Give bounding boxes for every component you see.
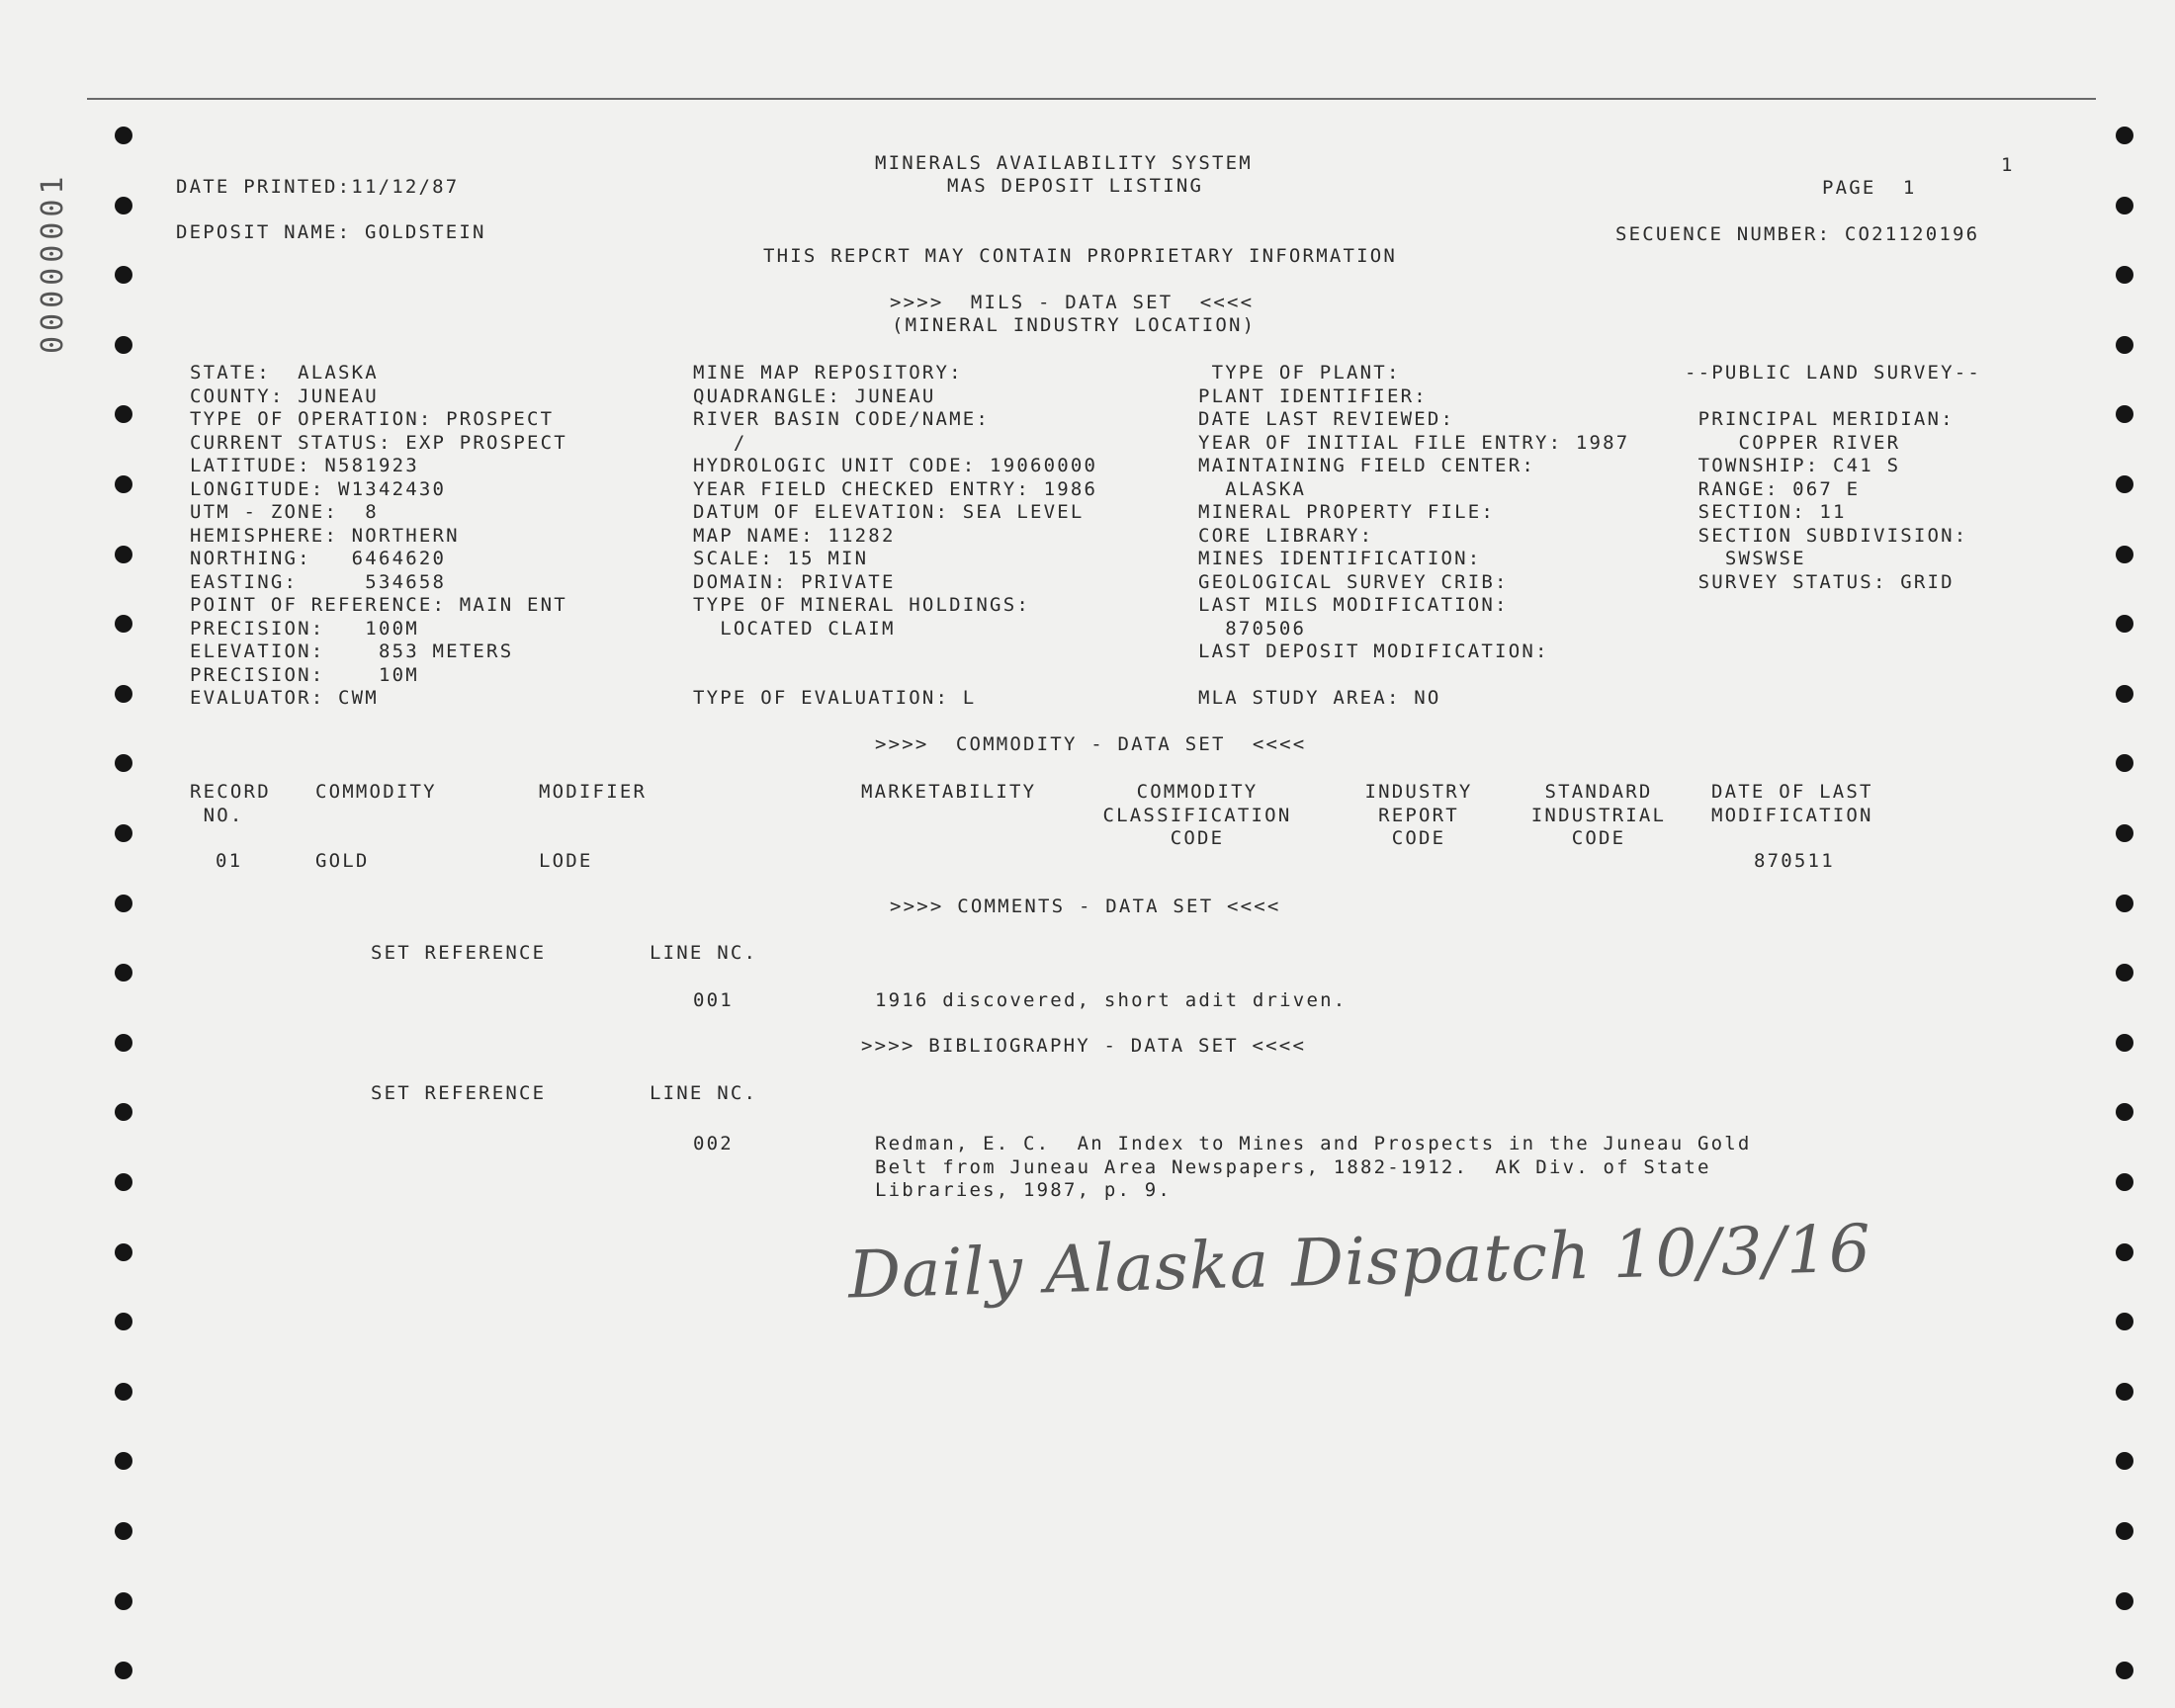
header-record-line1: RECORD <box>190 781 271 803</box>
sequence-number: SECUENCE NUMBER: CO21120196 <box>1615 223 1980 245</box>
header-last-mod-line2: MODIFICATION <box>1711 804 1873 826</box>
header-record <box>190 781 271 827</box>
bibliography-line-number: 002 <box>693 1133 734 1154</box>
mils-col3-line: LAST DEPOSIT MODIFICATION: <box>1198 640 1549 662</box>
feed-hole <box>115 546 132 563</box>
commodity-modifier: LODE <box>539 850 593 872</box>
feed-hole <box>2116 475 2133 493</box>
commodity-record: 01 <box>216 850 243 872</box>
mils-col3-line: TYPE OF PLANT: <box>1198 362 1401 384</box>
header-industry-line3: CODE <box>1391 827 1446 849</box>
header-standard-line2: INDUSTRIAL <box>1530 804 1667 826</box>
mils-col1-line: PRECISION: 10M <box>190 663 419 686</box>
feed-hole <box>115 475 132 493</box>
header-marketability: MARKETABILITY <box>861 781 1037 803</box>
feed-hole <box>2116 546 2133 563</box>
mils-col1-line: CURRENT STATUS: EXP PROSPECT <box>190 431 567 454</box>
side-stamp-text: 00000001 <box>36 171 70 354</box>
mils-col4-line: SWSWSE <box>1685 548 1806 569</box>
mils-col1-line: EASTING: 534658 <box>190 570 447 593</box>
header-classification <box>1098 781 1296 851</box>
mils-col3-line: MINES IDENTIFICATION: <box>1198 548 1482 569</box>
mils-col1-line: PRECISION: 100M <box>190 617 419 640</box>
mils-column-location <box>190 362 567 711</box>
mils-col4-line: TOWNSHIP: C41 S <box>1685 455 1901 476</box>
mils-col3-line: MLA STUDY AREA: NO <box>1198 687 1441 709</box>
mils-col2-line: / <box>693 431 747 454</box>
feed-hole <box>2116 336 2133 354</box>
header-standard <box>1529 781 1668 851</box>
mils-col1-line: ELEVATION: 853 METERS <box>190 640 514 662</box>
handwritten-note: Daily Alaska Dispatch 10/3/16 <box>847 1210 1872 1314</box>
bibliography-line-no: LINE NC. <box>650 1082 758 1104</box>
bibliography-set-reference: SET REFERENCE <box>371 1082 547 1104</box>
mils-column-map <box>693 362 1097 711</box>
mils-col1-line: NORTHING: 6464620 <box>190 548 447 569</box>
mils-col2-line: YEAR FIELD CHECKED ENTRY: 1986 <box>693 477 1098 500</box>
commodity-name: GOLD <box>315 850 370 872</box>
header-standard-line1: STANDARD <box>1544 781 1653 803</box>
mils-col1-line: LONGITUDE: W1342430 <box>190 477 447 500</box>
mils-col4-line: COPPER RIVER <box>1685 431 1901 454</box>
header-classification-line3: CODE <box>1170 827 1225 849</box>
listing-title: MAS DEPOSIT LISTING <box>947 175 1204 197</box>
mils-col4-line: SECTION SUBDIVISION: <box>1685 524 1968 547</box>
system-title: MINERALS AVAILABILITY SYSTEM <box>875 152 1253 174</box>
comment-line-number: 001 <box>693 989 734 1011</box>
feed-hole <box>115 1243 132 1261</box>
mils-col3-line: 870506 <box>1198 617 1307 640</box>
mils-col3-line: MAINTAINING FIELD CENTER: <box>1198 455 1535 476</box>
feed-hole <box>115 1592 132 1610</box>
mils-column-plant <box>1198 362 1629 711</box>
feed-hole <box>2116 1243 2133 1261</box>
mils-col1-line: COUNTY: JUNEAU <box>190 384 379 407</box>
feed-hole <box>2116 824 2133 842</box>
header-modifier: MODIFIER <box>539 781 648 803</box>
mils-col1-line: HEMISPHERE: NORTHERN <box>190 524 460 547</box>
feed-hole <box>2116 1173 2133 1191</box>
mils-col2-line: LOCATED CLAIM <box>693 617 896 640</box>
mils-col4-line: PRINCIPAL MERIDIAN: <box>1685 408 1955 430</box>
feed-hole <box>115 1383 132 1401</box>
deposit-name: DEPOSIT NAME: GOLDSTEIN <box>176 221 486 243</box>
header-industry-line1: INDUSTRY <box>1364 781 1473 803</box>
mils-col3-line: PLANT IDENTIFIER: <box>1198 384 1428 407</box>
mils-col2-line: SCALE: 15 MIN <box>693 548 869 569</box>
header-classification-line1: COMMODITY <box>1136 781 1259 803</box>
feed-hole <box>115 1034 132 1052</box>
mils-col1-line: EVALUATOR: CWM <box>190 687 379 709</box>
public-land-survey <box>1685 362 1981 594</box>
mils-col2-line: HYDROLOGIC UNIT CODE: 19060000 <box>693 455 1098 476</box>
mils-col2-line: MINE MAP REPOSITORY: <box>693 362 963 384</box>
mils-col2-line: RIVER BASIN CODE/NAME: <box>693 408 991 430</box>
feed-hole <box>115 127 132 144</box>
mils-heading: >>>> MILS - DATA SET <<<< <box>890 292 1255 313</box>
mils-col1-line: UTM - ZONE: 8 <box>190 501 379 523</box>
commodity-last-mod: 870511 <box>1754 850 1835 872</box>
header-last-modification <box>1711 781 1873 827</box>
mils-col2-line: MAP NAME: 11282 <box>693 524 896 547</box>
proprietary-notice: THIS REPCRT MAY CONTAIN PROPRIETARY INFORMATION <box>763 245 1398 267</box>
mils-subheading: (MINERAL INDUSTRY LOCATION) <box>892 314 1257 336</box>
bibliography-text-line2: Belt from Juneau Area Newspapers, 1882-1912. AK Div. of State <box>875 1155 1711 1178</box>
mils-col3-line: CORE LIBRARY: <box>1198 524 1374 547</box>
mils-col4-line: --PUBLIC LAND SURVEY-- <box>1685 362 1982 384</box>
comment-text: 1916 discovered, short adit driven. <box>875 989 1348 1011</box>
mils-col1-line: STATE: ALASKA <box>190 362 379 384</box>
mils-col4-line: SECTION: 11 <box>1685 501 1847 523</box>
feed-hole <box>115 1522 132 1540</box>
bibliography-text-line1: Redman, E. C. An Index to Mines and Prospects in the Juneau Gold <box>875 1133 1752 1154</box>
bibliography-text-line3: Libraries, 1987, p. 9. <box>875 1179 1173 1201</box>
mils-col4-line: SURVEY STATUS: GRID <box>1685 570 1955 593</box>
mils-col2-line: QUADRANGLE: JUNEAU <box>693 384 936 407</box>
header-commodity: COMMODITY <box>315 781 437 803</box>
date-printed: DATE PRINTED:11/12/87 <box>176 176 460 198</box>
feed-hole <box>2116 1034 2133 1052</box>
feed-hole <box>2116 127 2133 144</box>
mils-col4-line: RANGE: 067 E <box>1685 477 1861 500</box>
side-stamp <box>36 171 125 376</box>
feed-hole <box>2116 895 2133 912</box>
commodity-heading: >>>> COMMODITY - DATA SET <<<< <box>875 733 1307 755</box>
comments-line-no: LINE NC. <box>650 942 758 964</box>
header-industry <box>1349 781 1488 851</box>
mils-col2-line: TYPE OF EVALUATION: L <box>693 687 977 709</box>
comments-heading: >>>> COMMENTS - DATA SET <<<< <box>890 896 1281 917</box>
mils-col3-line: LAST MILS MODIFICATION: <box>1198 594 1509 616</box>
feed-hole <box>2116 1592 2133 1610</box>
mils-col2-line: TYPE OF MINERAL HOLDINGS: <box>693 594 1030 616</box>
bibliography-text <box>875 1133 1752 1203</box>
feed-hole <box>2116 1522 2133 1540</box>
mils-col3-line: DATE LAST REVIEWED: <box>1198 408 1455 430</box>
top-rule <box>87 98 2096 100</box>
header-record-line2: NO. <box>190 804 244 826</box>
feed-hole <box>115 824 132 842</box>
feed-hole <box>2116 197 2133 214</box>
header-classification-line2: CLASSIFICATION <box>1102 804 1292 826</box>
mils-col3-line: ALASKA <box>1198 477 1307 500</box>
mils-col1-line: TYPE OF OPERATION: PROSPECT <box>190 408 555 430</box>
header-industry-line2: REPORT <box>1378 804 1459 826</box>
mils-col3-line: GEOLOGICAL SURVEY CRIB: <box>1198 570 1509 593</box>
mils-col1-line: LATITUDE: N581923 <box>190 455 419 476</box>
feed-hole <box>115 1173 132 1191</box>
feed-hole <box>115 895 132 912</box>
page-number: PAGE 1 <box>1822 177 1917 199</box>
comments-set-reference: SET REFERENCE <box>371 942 547 964</box>
mils-col3-line: YEAR OF INITIAL FILE ENTRY: 1987 <box>1198 431 1630 454</box>
header-last-mod-line1: DATE OF LAST <box>1711 781 1873 803</box>
bibliography-heading: >>>> BIBLIOGRAPHY - DATA SET <<<< <box>861 1035 1307 1057</box>
corner-number: 1 <box>2001 154 2013 176</box>
mils-col2-line: DOMAIN: PRIVATE <box>693 570 896 593</box>
feed-hole <box>2116 685 2133 703</box>
feed-hole <box>115 197 132 214</box>
mils-col1-line: POINT OF REFERENCE: MAIN ENT <box>190 594 567 616</box>
header-standard-line3: CODE <box>1571 827 1626 849</box>
feed-hole <box>2116 1383 2133 1401</box>
mils-col2-line: DATUM OF ELEVATION: SEA LEVEL <box>693 501 1085 523</box>
feed-hole <box>115 685 132 703</box>
feed-hole <box>115 336 132 354</box>
mils-col3-line: MINERAL PROPERTY FILE: <box>1198 501 1496 523</box>
